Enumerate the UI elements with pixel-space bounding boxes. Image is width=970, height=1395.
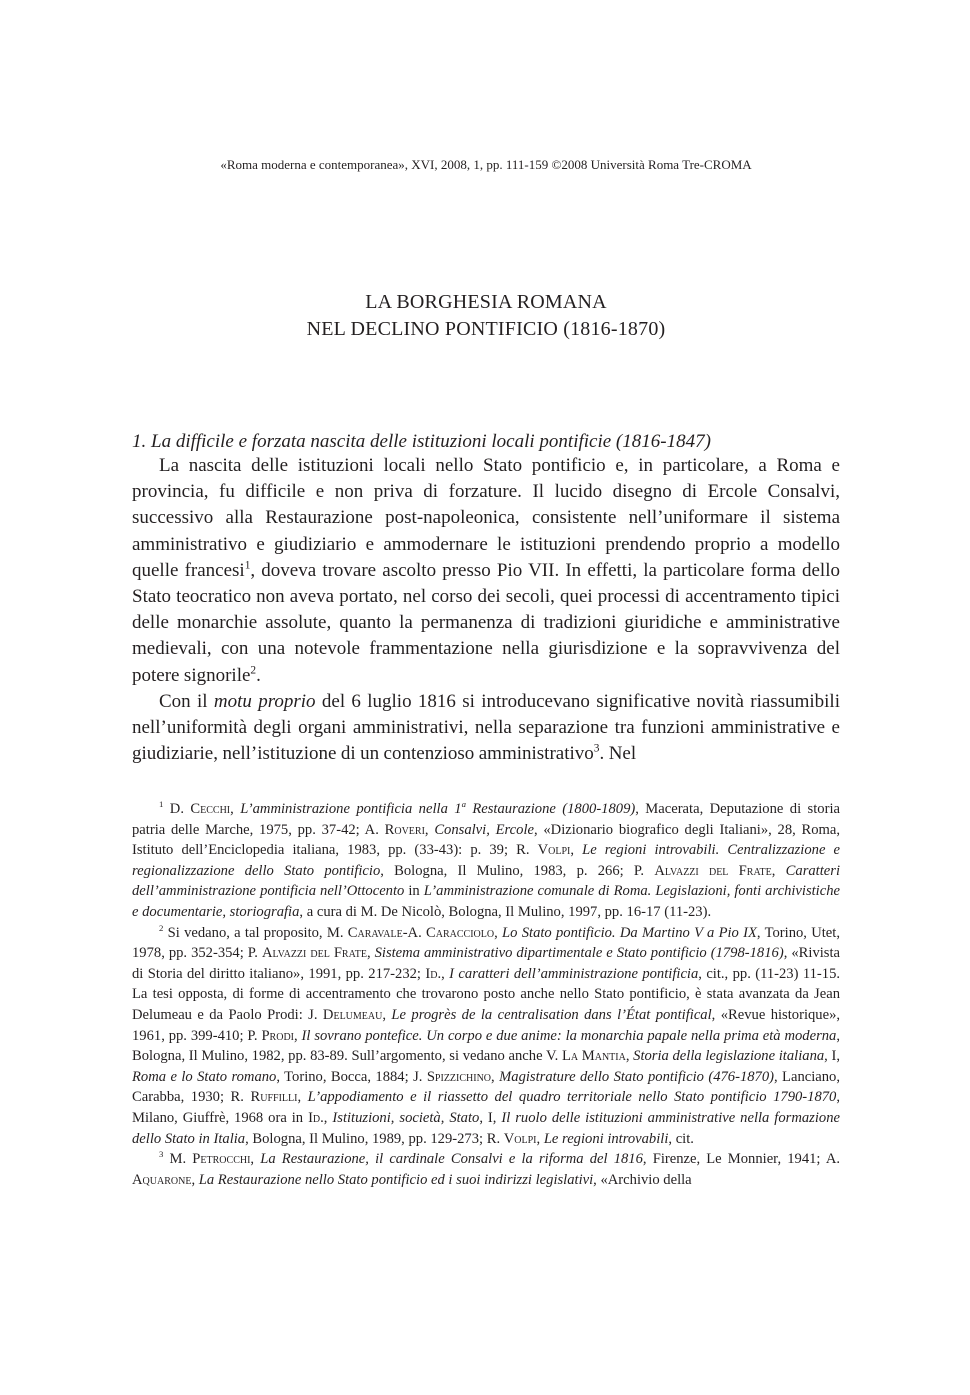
footnote-text: , [771, 862, 786, 879]
work-title: Le regioni introvabili [543, 1130, 669, 1147]
footnote-text: , cit. [668, 1130, 694, 1147]
footnote-text: , Macerata, Deputazione di storia patria delle Marche, 1975, pp. 37-42; A. [132, 801, 840, 838]
work-title: Consalvi, Ercole [434, 821, 534, 838]
footnote-text: in [404, 883, 424, 900]
ordinal-sup: a [461, 799, 466, 810]
footnote-text: , [536, 1130, 544, 1147]
work-title: Istituzioni, società, Stato [332, 1109, 480, 1126]
footnote-text: , [250, 1151, 261, 1168]
footnote-text: , I, [824, 1048, 841, 1065]
author-name: La Mantia [561, 1048, 626, 1065]
work-title: Il sovrano pontefice. Un corpo e due anime: la monarchia papale nella prima età moderna [301, 1027, 837, 1044]
author-name: Ruffilli [250, 1089, 298, 1106]
footnote-text: , [382, 1006, 392, 1023]
work-title: Le progrès de la centralisation dans l’État pontifical [391, 1006, 712, 1023]
work-title: Il ruolo delle istituzioni amministrative nella formazione dello Stato in Italia [132, 1109, 840, 1147]
work-title: Roma e lo Stato romano [132, 1068, 277, 1085]
article-title [132, 289, 840, 343]
footnote-text: , Bologna, Il Mulino, 1989, pp. 129-273; R. [245, 1130, 504, 1147]
footnote-text: , Torino, Bocca, 1884; J. [276, 1068, 427, 1085]
footnote-text: ., [320, 1109, 333, 1126]
body-text-run: Con il [159, 690, 214, 712]
work-title: Restaurazione (1800-1809) [465, 801, 636, 817]
author-name: Alvazzi del Frate [654, 862, 772, 879]
body-text-run: La nascita delle istituzioni locali nello Stato pontificio e, in particolare, a Roma e provincia, fu difficile e non priva di forzature. Il lucido disegno di Ercole Consalvi, successivo alla Restaurazione post-napoleonica, consistente nell’uniformare il sistema amministrativo e giudiziario e ammodernare le istituzioni prendendo proprio a modello quelle francesi [132, 455, 840, 581]
author-name: Caracciolo [426, 924, 495, 941]
footnote-text: ., [437, 965, 450, 982]
author-name: Prodi [261, 1027, 294, 1044]
footnote-text: , a cura di M. De Nicolò, Bologna, Il Mulino, 1997, pp. 16-17 (11-23). [299, 903, 712, 920]
footnote-text: , [230, 801, 241, 817]
footnotes [132, 799, 840, 1190]
author-name: Roveri [384, 821, 425, 838]
section-heading: 1. La difficile e forzata nascita delle istituzioni locali pontificie (1816-1847) [132, 431, 711, 452]
body-paragraph-1 [132, 453, 840, 689]
footnote-text: , «Revue historique», 1961, pp. 399-410; P. [132, 1006, 841, 1044]
author-name: Spizzichino [426, 1068, 492, 1085]
body-text [132, 453, 840, 767]
footnote-text: M. [163, 1151, 193, 1168]
work-title: La Restaurazione nello Stato pontificio ed i suoi indirizzi legislativi [198, 1171, 594, 1188]
footnote-text: , Bologna, Il Mulino, 1982, pp. 83-89. Sull’argomento, si vedano anche V. [132, 1027, 841, 1065]
body-text-run: del 6 luglio 1816 si introducevano significative novità riassumibili nell’uniformità degli organi amministrativi, nella separazione tra funzioni amministrative e giudiziarie, nell’istituzione di un contenzioso amministrativo [132, 690, 840, 765]
author-name: Id [425, 965, 438, 982]
footnote-text: D. [163, 801, 191, 817]
footnote-3 [132, 1149, 840, 1190]
author-name: Id [308, 1109, 321, 1126]
author-name: Volpi [503, 1130, 537, 1147]
body-text-italic: motu proprio [213, 690, 316, 712]
work-title: Le regioni introvabili. Centralizzazione e regionalizzazione dello Stato pontificio [132, 842, 841, 879]
author-name: Delumeau [322, 1006, 383, 1023]
footnote-text: , [570, 842, 583, 859]
author-name: Volpi [537, 842, 571, 859]
body-text-run: . Nel [599, 743, 637, 765]
work-title: L’appodiamento e il riassetto del quadro territoriale nello Stato pontificio 1790-1870 [307, 1089, 837, 1106]
work-title: Magistrature dello Stato pontificio (476-1870) [499, 1068, 774, 1085]
work-title: La Restaurazione, il cardinale Consalvi e la riforma del 1816 [260, 1151, 643, 1168]
footnote-text: , Torino, Utet, 1978, pp. 352-354; P. [132, 924, 840, 962]
footnote-1 [132, 799, 840, 923]
work-title: I caratteri dell’amministrazione pontificia [449, 965, 699, 982]
running-head: «Roma moderna e contemporanea», XVI, 2008, 1, pp. 111-159 ©2008 Università Roma Tre-CROMA [220, 157, 752, 172]
footnote-text: Si vedano, a tal proposito, M. [163, 924, 348, 941]
work-title: Lo Stato pontificio. Da Martino V a Pio IX [502, 924, 757, 941]
footnote-text: , «Rivista di Storia del diritto italiano», 1991, pp. 217-232; [132, 945, 841, 982]
footnote-2 [132, 923, 840, 1150]
author-name: Petrocchi [192, 1151, 251, 1168]
footnote-text: , Lanciano, Carabba, 1930; R. [132, 1068, 840, 1106]
footnote-text: , [191, 1171, 199, 1188]
work-title: Storia della legislazione italiana [633, 1048, 825, 1065]
work-title: L’amministrazione comunale di Roma. Legislazioni, fonti archivistiche e documentarie, storiografia [132, 883, 840, 920]
author-name: Caravale [347, 924, 403, 941]
footnote-text: , «Dizionario biografico degli Italiani», 28, Roma, Istituto dell’Enciclopedia italiana, 1983, pp. (33-43): p. 39; R. [132, 821, 841, 859]
footnote-text: , Milano, Giuffrè, 1968 ora in [132, 1089, 841, 1126]
footnote-number: 1 [159, 799, 164, 810]
footnote-text: , Firenze, Le Monnier, 1941; A. [642, 1151, 841, 1168]
footnote-text: , [625, 1048, 634, 1065]
work-title: L’amministrazione pontificia nella 1 [240, 801, 462, 817]
footnote-text: , [491, 1068, 500, 1085]
footnote-text: , I, [479, 1109, 502, 1126]
article-title-line-2: NEL DECLINO PONTIFICIO (1816-1870) [306, 318, 666, 340]
footnote-text: , [424, 821, 435, 838]
work-title: Caratteri dell’amministrazione pontificia nell’Ottocento [132, 862, 840, 900]
footnote-ref-1: 1 [244, 559, 251, 572]
footnote-ref-2: 2 [250, 664, 257, 677]
footnote-text: , [366, 945, 375, 962]
footnote-number: 3 [159, 1149, 164, 1160]
footnote-text: , cit., pp. (11-23) 11-15. La tesi opposta, di forme di accentramento che trovarono posto anche nello Stato pontificio, è stata avanzata da Jean Delumeau e da Paolo Prodi: J. [132, 965, 841, 1023]
footnote-text: , [294, 1027, 302, 1044]
article-title-line-1: LA BORGHESIA ROMANA [365, 291, 607, 313]
footnote-text: -A. [402, 924, 427, 941]
body-paragraph-2 [132, 689, 840, 768]
footnote-number: 2 [159, 922, 164, 933]
author-name: Cecchi [190, 801, 231, 817]
footnote-text: , «Archivio della [593, 1171, 692, 1188]
body-text-run: . [256, 664, 261, 686]
footnote-text: , [494, 924, 503, 941]
author-name: Alvazzi del Frate [261, 945, 367, 962]
footnote-ref-3: 3 [593, 742, 600, 755]
work-title: Sistema amministrativo dipartimentale e Stato pontificio (1798-1816) [374, 945, 784, 962]
footnote-text: , [297, 1089, 308, 1106]
author-name: Aquarone [132, 1171, 192, 1188]
footnote-text: , Bologna, Il Mulino, 1983, p. 266; P. [380, 862, 655, 879]
body-text-run: , doveva trovare ascolto presso Pio VII. In effetti, la particolare forma dello Stato teocratico non aveva portato, nel corso dei secoli, quei processi di accentramento tipici delle monarchie assolute, quanto la permanenza di tradizioni giuridiche e amministrative medievali, con una notevole frammentazione nella giurisdizione e la sopravvivenza del potere signorile [132, 559, 840, 686]
